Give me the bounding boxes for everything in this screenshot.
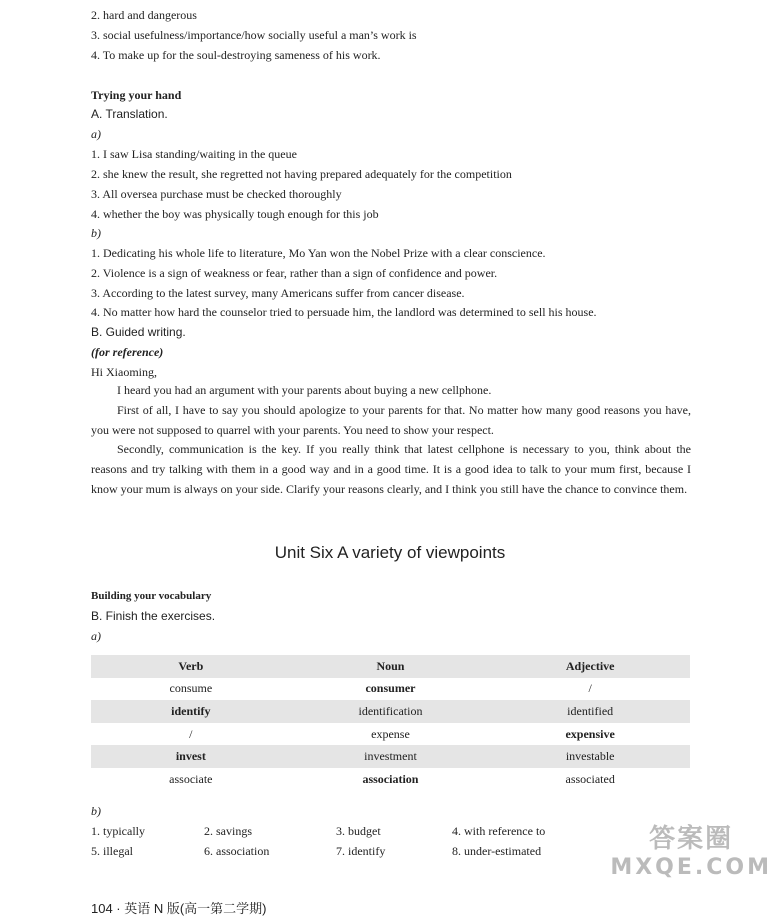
table-cell: expense xyxy=(371,726,410,741)
subsection-title: B. Finish the exercises. xyxy=(91,609,216,623)
subsection-title: A. Translation. xyxy=(91,107,168,121)
list-item: 2. she knew the result, she regretted not having prepared adequately for the competition xyxy=(91,167,512,181)
list-item: 3. All oversea purchase must be checked thoroughly xyxy=(91,187,342,201)
table-cell: identify xyxy=(91,700,291,723)
list-item: 7. identify xyxy=(336,844,386,858)
part-label: a) xyxy=(91,629,101,643)
section-heading: Trying your hand xyxy=(91,88,182,102)
section-heading: Building your vocabulary xyxy=(91,590,212,602)
list-item: 4. whether the boy was physically tough enough for this job xyxy=(91,207,379,221)
table-cell: associated xyxy=(565,771,615,786)
list-item: 2. hard and dangerous xyxy=(91,8,197,22)
table-cell: expensive xyxy=(565,726,615,741)
list-item: 3. social usefulness/importance/how socially useful a man’s work is xyxy=(91,28,417,42)
part-label: b) xyxy=(91,804,101,818)
list-item: 1. I saw Lisa standing/waiting in the queue xyxy=(91,147,297,161)
column-header: Adjective xyxy=(490,655,690,678)
table-cell: investment xyxy=(291,745,491,768)
part-label: a) xyxy=(91,127,101,141)
table-cell: investable xyxy=(490,745,690,768)
watermark-top: 答案圈 xyxy=(649,824,734,854)
list-item: 4. with reference to xyxy=(452,824,546,838)
paragraph: I heard you had an argument with your parents about buying a new cellphone. xyxy=(117,383,492,397)
table-row xyxy=(91,723,690,746)
table-cell: consume xyxy=(169,681,213,696)
column-header: Verb xyxy=(91,655,291,678)
list-item: 1. Dedicating his whole life to literature, Mo Yan won the Nobel Prize with a clear conscience. xyxy=(91,246,546,260)
paragraph: Secondly, communication is the key. If you really think that latest cellphone is necessary to you, think about the reasons and try talking with them in a good way and in a good time. It is a good idea to talk to your mum first, because I know your mum is always on your side. Clarify your reasons clearly, and I think you still have the chance to convince them. xyxy=(91,442,691,496)
letter-body xyxy=(91,381,691,500)
list-item: 8. under-estimated xyxy=(452,844,542,858)
table-cell: invest xyxy=(91,745,291,768)
list-item: 4. To make up for the soul-destroying sameness of his work. xyxy=(91,48,381,62)
list-item: 4. No matter how hard the counselor tried to persuade him, the landlord was determined to sell his house. xyxy=(91,305,597,319)
subsection-title: B. Guided writing. xyxy=(91,325,186,339)
unit-title: Unit Six A variety of viewpoints xyxy=(274,543,506,562)
table-cell: associate xyxy=(169,771,213,786)
list-item: 2. Violence is a sign of weakness or fear, rather than a sign of confidence and power. xyxy=(91,266,498,280)
table-cell: identified xyxy=(490,700,690,723)
list-item: 6. association xyxy=(204,844,270,858)
table-cell: / xyxy=(588,681,592,696)
watermark-bottom: MXQE.COM xyxy=(610,855,772,880)
list-item: 3. According to the latest survey, many Americans suffer from cancer disease. xyxy=(91,286,465,300)
table-row xyxy=(91,678,690,701)
part-label: b) xyxy=(91,226,101,240)
table-cell: identification xyxy=(291,700,491,723)
table-row xyxy=(91,745,690,768)
table-row xyxy=(91,700,690,723)
vocabulary-table xyxy=(91,655,690,791)
letter-greeting: Hi Xiaoming, xyxy=(91,365,157,379)
table-cell: association xyxy=(362,771,419,786)
table-cell: / xyxy=(189,726,193,741)
list-item: 2. savings xyxy=(204,824,252,838)
list-item: 5. illegal xyxy=(91,844,133,858)
paragraph: First of all, I have to say you should apologize to your parents for that. No matter how many good reasons you have, you were not supposed to quarrel with your parents. You need to show your respect. xyxy=(91,402,691,437)
column-header: Noun xyxy=(291,655,491,678)
reference-label: (for reference) xyxy=(91,345,164,359)
table-header-row xyxy=(91,655,690,678)
page-footer: 104 · 英语 N 版(高一第二学期) xyxy=(91,901,267,916)
table-cell: consumer xyxy=(365,681,416,696)
list-item: 3. budget xyxy=(336,824,381,838)
list-item: 1. typically xyxy=(91,824,145,838)
watermark xyxy=(610,818,772,880)
table-row xyxy=(91,768,690,791)
